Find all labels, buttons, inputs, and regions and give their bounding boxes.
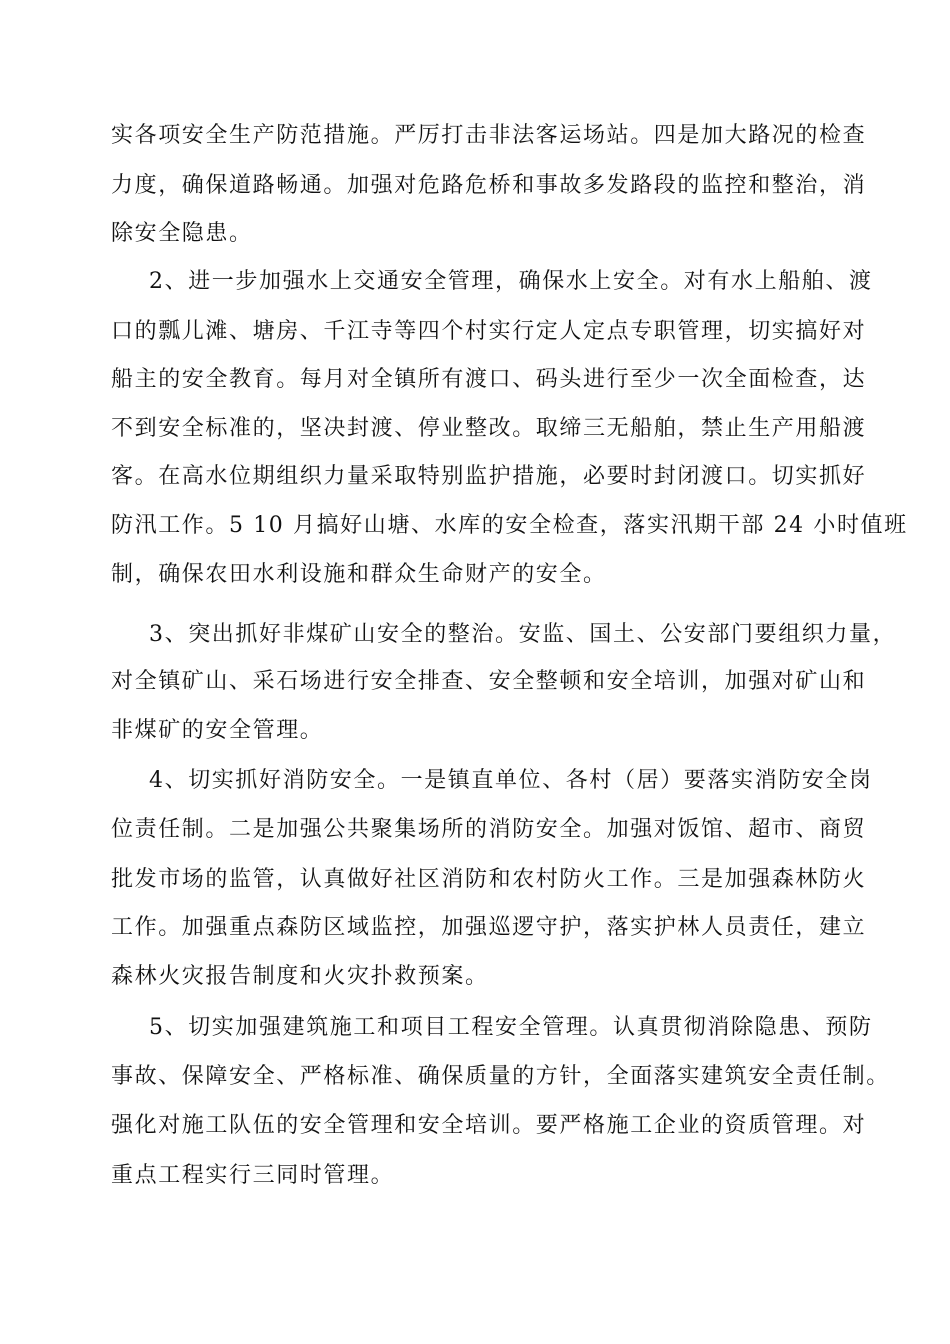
- text-line: 重点工程实行三同时管理。: [111, 1163, 395, 1188]
- text-line: 口的瓢儿滩、塘房、千江寺等四个村实行定人定点专职管理，切实搞好对: [111, 319, 867, 344]
- text-line: 对全镇矿山、采石场进行安全排查、安全整顿和安全培训，加强对矿山和: [111, 669, 867, 694]
- text-line: 4、切实抓好消防安全。一是镇直单位、各村（居）要落实消防安全岗: [149, 768, 873, 793]
- text-line: 船主的安全教育。每月对全镇所有渡口、码头进行至少一次全面检查，达: [111, 367, 867, 392]
- text-line: 力度，确保道路畅通。加强对危路危桥和事故多发路段的监控和整治，消: [111, 173, 867, 198]
- text-line: 防汛工作。5 10 月搞好山塘、水库的安全检查，落实汛期干部 24 小时值班: [111, 513, 908, 538]
- text-line: 非煤矿的安全管理。: [111, 718, 324, 743]
- text-line: 工作。加强重点森防区域监控，加强巡逻守护，落实护林人员责任，建立: [111, 915, 867, 940]
- text-line: 强化对施工队伍的安全管理和安全培训。要严格施工企业的资质管理。对: [111, 1113, 867, 1138]
- text-line: 3、突出抓好非煤矿山安全的整治。安监、国土、公安部门要组织力量，: [149, 622, 897, 647]
- text-line: 客。在高水位期组织力量采取特别监护措施，必要时封闭渡口。切实抓好: [111, 464, 867, 489]
- text-line: 批发市场的监管，认真做好社区消防和农村防火工作。三是加强森林防火: [111, 867, 867, 892]
- text-line: 2、进一步加强水上交通安全管理，确保水上安全。对有水上船舶、渡: [149, 269, 873, 294]
- text-line: 森林火灾报告制度和火灾扑救预案。: [111, 964, 489, 989]
- text-line: 5、切实加强建筑施工和项目工程安全管理。认真贯彻消除隐患、预防: [149, 1015, 873, 1040]
- text-line: 不到安全标准的，坚决封渡、停业整改。取缔三无船舶，禁止生产用船渡: [111, 416, 867, 441]
- text-line: 实各项安全生产防范措施。严厉打击非法客运场站。四是加大路况的检查: [111, 123, 867, 148]
- text-line: 除安全隐患。: [111, 221, 253, 246]
- text-line: 位责任制。二是加强公共聚集场所的消防安全。加强对饭馆、超市、商贸: [111, 817, 867, 842]
- text-line: 制，确保农田水利设施和群众生命财产的安全。: [111, 562, 607, 587]
- text-line: 事故、保障安全、严格标准、确保质量的方针，全面落实建筑安全责任制。: [111, 1064, 890, 1089]
